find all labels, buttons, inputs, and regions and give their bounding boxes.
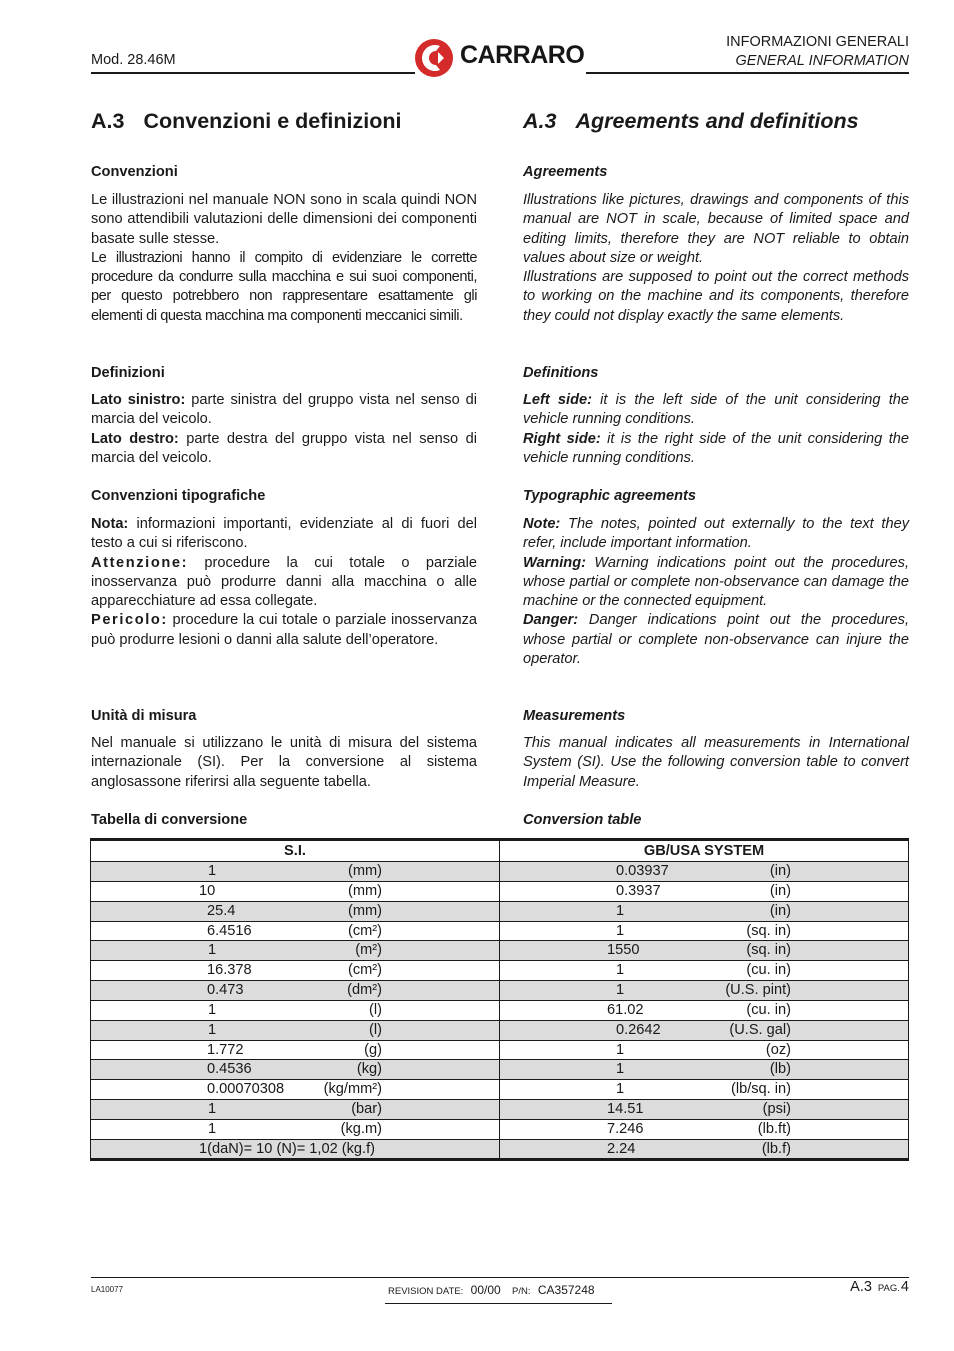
gb-usa-unit: (lb.ft) — [757, 1120, 791, 1137]
attenzione-text: procedure la cui totale o parziale inosservanza può produrre danni alla macchina o alle apparecchiature ad essa collegate. — [91, 554, 477, 610]
gb-usa-value: 1 — [616, 1061, 625, 1078]
table-row — [91, 961, 909, 981]
table-row — [91, 981, 909, 1001]
lato-sinistro-text: parte sinistra del gruppo vista nel senso di marcia del veicolo. — [91, 392, 477, 428]
part-number-value: CA357248 — [537, 1283, 595, 1297]
si-cell — [91, 1119, 500, 1139]
gb-usa-cell — [500, 941, 909, 961]
mis-it-p: Nel manuale si utilizzano le unità di misura del sistema internazionale (SI). Per la conversione al sistema anglosassone riferirsi alla seguente tabella. — [91, 735, 477, 790]
si-unit: (kg.m) — [340, 1120, 382, 1137]
table-header-si: S.I. — [91, 840, 500, 862]
si-cell — [91, 1080, 500, 1100]
si-cell — [91, 1100, 500, 1120]
table-row — [91, 1119, 909, 1139]
conv-it-p1: Le illustrazioni nel manuale NON sono in scala quindi NON sono attendibili valutazioni delle dimensioni dei componenti basate sulle stesse. — [91, 192, 477, 247]
paragraph-tipografiche — [91, 515, 477, 650]
gb-usa-unit: (in) — [769, 902, 791, 919]
carraro-logo-icon — [414, 38, 454, 78]
lato-destro-text: parte destra del gruppo vista nel senso di marcia del veicolo. — [91, 430, 477, 466]
table-row — [91, 921, 909, 941]
lato-destro-label: Lato destro: — [91, 430, 179, 447]
gb-usa-unit: (cu. in) — [746, 962, 791, 979]
right-side-text: it is the right side of the unit considering the vehicle running conditions. — [523, 430, 909, 466]
table-row — [91, 941, 909, 961]
si-unit: (bar) — [351, 1101, 382, 1118]
mis-en-p: This manual indicates all measurements in International System (SI). Use the following conversion table to convert Imperial Measure. — [523, 735, 909, 790]
paragraph-agreements — [523, 191, 909, 326]
gb-usa-unit: (lb) — [769, 1061, 791, 1078]
table-row — [91, 1020, 909, 1040]
gb-usa-unit: (U.S. pint) — [725, 982, 791, 999]
si-unit: (cm²) — [347, 962, 382, 979]
gb-usa-value: 1 — [616, 962, 625, 979]
si-unit: (mm) — [347, 902, 382, 919]
gb-usa-value: 61.02 — [607, 1001, 644, 1018]
conv-en-p2: Illustrations are supposed to point out the correct methods to working on the machine and its components, therefore they could not display exactly the same elements. — [523, 269, 909, 324]
si-unit: (mm) — [347, 882, 382, 899]
carraro-logo — [414, 38, 586, 78]
paragraph-typographic — [523, 515, 909, 669]
heading-typographic-agreements: Typographic agreements — [523, 488, 697, 504]
table-row — [91, 1100, 909, 1120]
table-row — [91, 1060, 909, 1080]
gb-usa-cell — [500, 862, 909, 882]
heading-unita-di-misura: Unità di misura — [91, 708, 197, 724]
gb-usa-value: 1550 — [607, 942, 640, 959]
si-value: 1 — [208, 863, 217, 879]
title-it-text: Convenzioni e definizioni — [143, 109, 402, 133]
si-expression: 1(daN)= 10 (N)= 1,02 (kg.f) — [199, 1140, 376, 1157]
si-cell — [91, 941, 500, 961]
note-label: Note: — [523, 516, 561, 532]
si-unit: (kg/mm²) — [323, 1081, 382, 1098]
si-cell — [91, 1020, 500, 1040]
danger-label: Danger: — [523, 612, 579, 629]
title-en — [523, 108, 909, 134]
heading-agreements: Agreements — [523, 164, 608, 180]
gb-usa-unit: (U.S. gal) — [729, 1021, 791, 1038]
gb-usa-value: 1 — [616, 922, 625, 939]
si-value: 1 — [208, 1120, 217, 1137]
gb-usa-cell — [500, 1119, 909, 1139]
gb-usa-cell — [500, 1040, 909, 1060]
si-value: 1.772 — [207, 1041, 244, 1058]
gb-usa-unit: (lb/sq. in) — [730, 1081, 791, 1098]
table-row — [91, 901, 909, 921]
header-rule-left — [91, 72, 415, 74]
revision-info — [388, 1283, 595, 1297]
gb-usa-value: 7.246 — [607, 1120, 644, 1137]
si-unit: (mm) — [347, 863, 382, 879]
gb-usa-cell — [500, 1060, 909, 1080]
revision-date-label: REVISION DATE: — [388, 1286, 464, 1297]
paragraph-measurements — [523, 734, 909, 792]
si-value: 0.4536 — [207, 1061, 252, 1078]
section-title-en: GENERAL INFORMATION — [735, 53, 909, 69]
si-unit: (kg) — [356, 1061, 382, 1078]
table-row — [91, 862, 909, 882]
gb-usa-unit: (sq. in) — [746, 942, 791, 959]
title-en-number: A.3 — [523, 109, 557, 133]
logo-wordmark: CARRARO — [460, 41, 585, 69]
nota-label: Nota: — [91, 516, 129, 532]
gb-usa-unit: (psi) — [762, 1101, 791, 1118]
gb-usa-value: 1 — [616, 1041, 625, 1058]
footer-mid-rule — [385, 1303, 612, 1304]
pericolo-text: procedure la cui totale o parziale inosservanza può produrre lesioni o danni alla salute dell’operatore. — [91, 612, 477, 648]
table-row — [91, 1040, 909, 1060]
heading-definizioni: Definizioni — [91, 365, 165, 381]
si-value: 25.4 — [207, 902, 236, 919]
section-header — [726, 33, 909, 71]
gb-usa-cell — [500, 921, 909, 941]
si-value: 1 — [208, 942, 217, 959]
gb-usa-value: 2.24 — [607, 1140, 636, 1157]
si-value: 16.378 — [207, 962, 252, 979]
gb-usa-unit: (sq. in) — [746, 922, 791, 939]
table-row — [91, 1000, 909, 1020]
table-row — [91, 1139, 909, 1159]
gb-usa-unit: (oz) — [765, 1041, 791, 1058]
heading-measurements: Measurements — [523, 708, 626, 724]
conversion-table — [90, 838, 909, 1161]
si-cell — [91, 961, 500, 981]
si-unit: (dm²) — [347, 982, 382, 999]
si-value: 0.00070308 — [207, 1081, 285, 1098]
si-cell — [91, 921, 500, 941]
left-side-label: Left side: — [523, 392, 592, 408]
table-header-gb-usa: GB/USA SYSTEM — [500, 840, 909, 862]
si-unit: (m²) — [355, 942, 382, 959]
si-cell — [91, 862, 500, 882]
title-it-number: A.3 — [91, 109, 125, 133]
gb-usa-unit: (lb.f) — [761, 1140, 791, 1157]
paragraph-convenzioni — [91, 191, 477, 326]
gb-usa-cell — [500, 881, 909, 901]
page-label: PAG. — [877, 1283, 900, 1294]
gb-usa-cell — [500, 981, 909, 1001]
heading-convenzioni-tipografiche: Convenzioni tipografiche — [91, 488, 266, 504]
gb-usa-value: 1 — [616, 902, 625, 919]
si-cell — [91, 901, 500, 921]
paragraph-unita-di-misura — [91, 734, 477, 792]
left-side-text: it is the left side of the unit considering the vehicle running conditions. — [523, 392, 909, 428]
heading-conversion-table: Conversion table — [523, 812, 642, 828]
title-en-text: Agreements and definitions — [575, 109, 859, 133]
si-unit: (g) — [364, 1041, 382, 1058]
revision-date-value: 00/00 — [470, 1283, 501, 1297]
si-cell — [91, 881, 500, 901]
conv-it-p2: Le illustrazioni hanno il compito di evidenziare le corrette procedure da condurre sulla macchina e sui suoi componenti, per questo potrebbero non rappresentare esattamente gli elementi di questa macchina ma componenti meccanici simili. — [91, 249, 477, 324]
attenzione-label: Attenzione: — [91, 554, 189, 571]
conv-en-p1: Illustrations like pictures, drawings and components of this manual are NOT in scale, because of limited space and editing limits, therefore they are NOT reliable to obtain values about size or weight. — [523, 192, 909, 266]
gb-usa-cell — [500, 1020, 909, 1040]
note-text: The notes, pointed out externally to the text they refer, include important information. — [523, 516, 909, 552]
si-value: 1 — [208, 1101, 217, 1118]
page-section: A.3 — [850, 1279, 872, 1295]
gb-usa-cell — [500, 1100, 909, 1120]
model-label: Mod. 28.46M — [91, 52, 176, 68]
gb-usa-value: 0.03937 — [616, 863, 669, 879]
right-side-label: Right side: — [523, 430, 601, 447]
paragraph-definizioni — [91, 391, 477, 468]
heading-definitions: Definitions — [523, 365, 599, 381]
footer-rule — [91, 1277, 909, 1278]
heading-tabella-di-conversione: Tabella di conversione — [91, 812, 248, 828]
si-value: 1 — [208, 1021, 217, 1038]
section-title-it: INFORMAZIONI GENERALI — [726, 34, 909, 50]
si-value: 1 — [208, 1001, 217, 1018]
si-cell — [91, 1040, 500, 1060]
table-row — [91, 1080, 909, 1100]
gb-usa-cell — [500, 961, 909, 981]
si-unit: (cm²) — [347, 922, 382, 939]
gb-usa-value: 1 — [616, 1081, 625, 1098]
si-cell — [91, 1139, 500, 1159]
pericolo-label: Pericolo: — [91, 612, 168, 629]
warning-label: Warning: — [523, 554, 586, 571]
warning-text: Warning indications point out the procedures, whose partial or complete non-observance can damage the machine or the connected equipment. — [523, 554, 909, 610]
si-unit: (l) — [369, 1021, 382, 1038]
document-code: LA10077 — [91, 1285, 124, 1294]
gb-usa-value: 14.51 — [607, 1101, 644, 1118]
si-value: 10 — [199, 882, 216, 899]
si-unit: (l) — [369, 1001, 382, 1018]
si-cell — [91, 981, 500, 1001]
si-cell — [91, 1000, 500, 1020]
danger-text: Danger indications point out the procedures, whose partial or complete non-observance can injure the operator. — [523, 612, 909, 668]
gb-usa-unit: (in) — [769, 882, 791, 899]
header-rule-right — [586, 72, 909, 74]
gb-usa-cell — [500, 1139, 909, 1159]
gb-usa-cell — [500, 1000, 909, 1020]
nota-text: informazioni importanti, evidenziate al di fuori del testo a cui si riferiscono. — [91, 516, 477, 552]
si-value: 0.473 — [207, 982, 244, 999]
page-indicator — [850, 1279, 909, 1295]
gb-usa-unit: (in) — [769, 863, 791, 879]
heading-convenzioni: Convenzioni — [91, 164, 178, 180]
page-number: 4 — [900, 1279, 909, 1295]
gb-usa-cell — [500, 901, 909, 921]
gb-usa-value: 0.3937 — [616, 882, 661, 899]
lato-sinistro-label: Lato sinistro: — [91, 392, 186, 408]
table-row — [91, 881, 909, 901]
title-it — [91, 108, 477, 134]
gb-usa-value: 0.2642 — [616, 1021, 661, 1038]
conversion-table-body — [91, 862, 909, 1160]
gb-usa-value: 1 — [616, 982, 625, 999]
si-cell — [91, 1060, 500, 1080]
si-value: 6.4516 — [207, 922, 252, 939]
part-number-label: P/N: — [512, 1286, 531, 1297]
gb-usa-cell — [500, 1080, 909, 1100]
gb-usa-unit: (cu. in) — [746, 1001, 791, 1018]
paragraph-definitions — [523, 391, 909, 468]
